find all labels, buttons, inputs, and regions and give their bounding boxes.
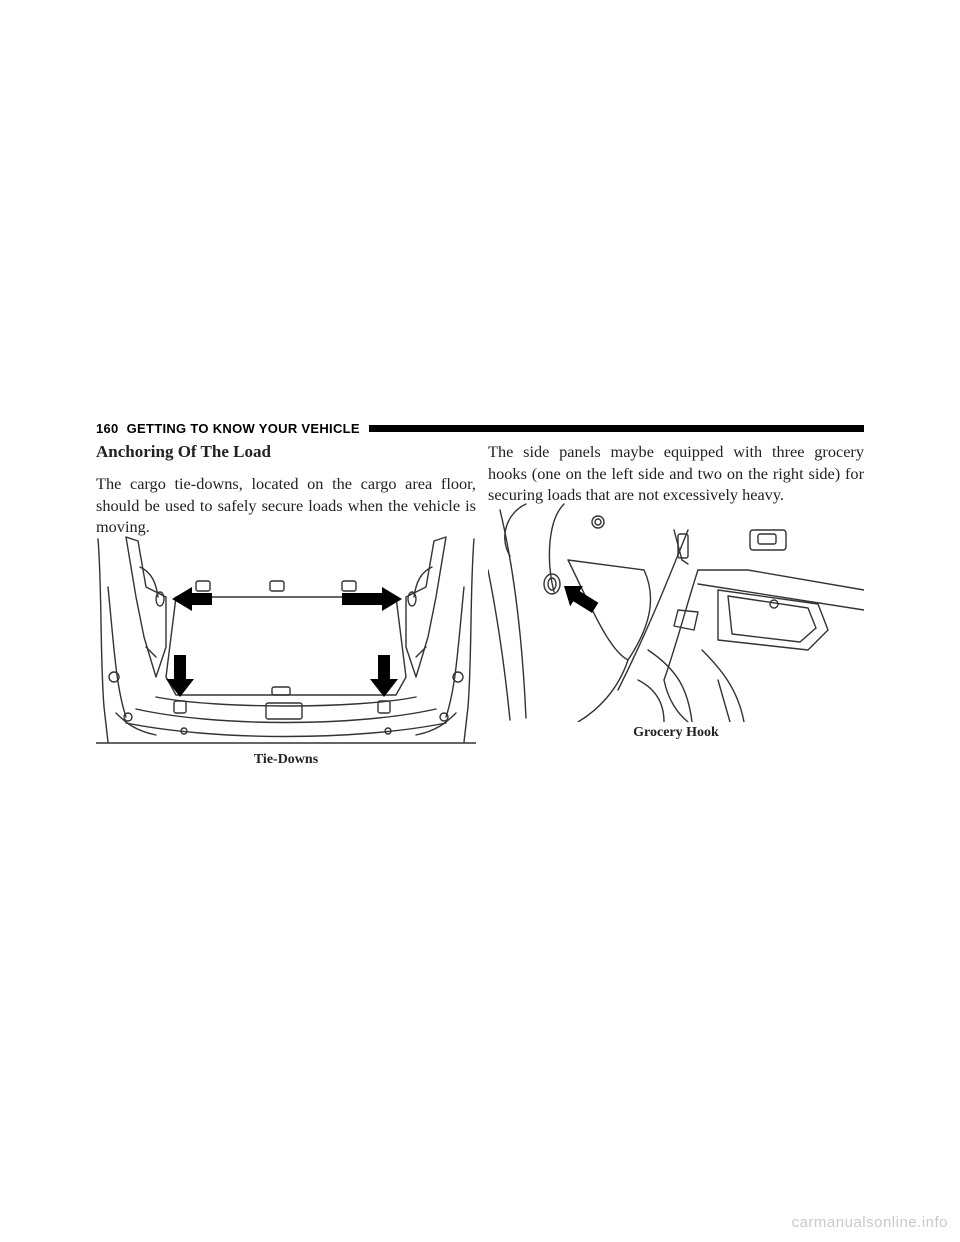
header-rule <box>369 425 864 432</box>
left-column <box>96 441 476 538</box>
page-header <box>96 419 864 437</box>
tie-downs-paragraph: The cargo tie-downs, located on the cargo area floor, should be used to safely secure loads when the vehicle is moving. <box>96 474 476 536</box>
grocery-hooks-paragraph: The side panels maybe equipped with three grocery hooks (one on the left side and two on the right side) for securing loads that are not excessively heavy. <box>488 442 864 504</box>
page-number: 160 <box>96 420 119 436</box>
watermark: carmanualsonline.info <box>791 1214 948 1231</box>
right-column <box>488 441 864 506</box>
tie-downs-caption: Tie-Downs <box>253 752 319 767</box>
section-heading: Anchoring Of The Load <box>96 442 271 461</box>
tie-downs-illustration <box>96 527 476 749</box>
section-title: GETTING TO KNOW YOUR VEHICLE <box>126 420 360 436</box>
grocery-hook-caption: Grocery Hook <box>633 725 719 740</box>
grocery-hook-illustration <box>488 500 864 722</box>
